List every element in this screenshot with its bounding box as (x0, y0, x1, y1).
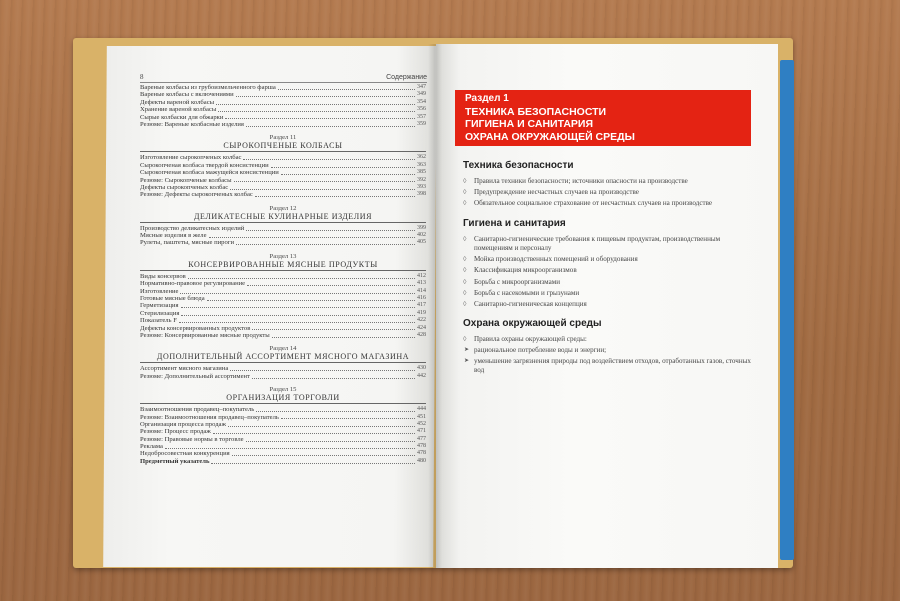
toc-entry (140, 232, 426, 239)
toc-dot-leader (278, 89, 415, 90)
toc-entry-title: Резюме: Дефекты сырокопченых колбас (140, 191, 253, 199)
toc-dot-leader (181, 315, 415, 316)
toc-entry-title: Резюме: Сырокопченые колбасы (140, 176, 232, 184)
topic-block-hygiene (463, 218, 753, 311)
toc-dot-leader (252, 329, 415, 330)
topic-item: ◊ Обязательное социальное страхование от несчастных случаев на производстве (463, 199, 753, 208)
toc-entry-page: 402 (417, 232, 426, 239)
topic-item: ◊ Борьба с микроорганизмами (463, 278, 753, 287)
running-header (140, 72, 427, 83)
toc-entry-title: Дефекты сырокопченых колбас (140, 183, 229, 191)
toc-entry-title: Виды консервов (140, 272, 186, 280)
toc-entry-page: 444 (417, 406, 426, 413)
topic-item: ◊ Санитарно-гигиеническая концепция (463, 300, 753, 309)
toc-entry-page: 480 (417, 457, 426, 464)
toc-entry-title: Организация процесса продаж (140, 420, 227, 428)
toc-section-heading (140, 134, 426, 152)
toc-entry (140, 114, 426, 121)
toc-dot-leader (165, 448, 415, 449)
toc-entry (140, 191, 426, 198)
toc-entry-title: Сырокопченая колбаса мажущейся консистенции (140, 169, 279, 177)
toc-entry-page: 359 (417, 120, 426, 127)
toc-entry (140, 451, 426, 458)
toc-section-number: Раздел 14 (269, 345, 297, 353)
toc-entry (140, 288, 426, 295)
toc-entry-page: 412 (417, 272, 426, 279)
toc-dot-leader (180, 293, 415, 294)
toc-entry (140, 373, 426, 380)
topic-subitem: ➤ рациональное потребление воды и энергии; (463, 346, 753, 355)
book-gutter (428, 44, 442, 568)
banner-title-line: ТЕХНИКА БЕЗОПАСНОСТИ (465, 105, 607, 118)
toc-dot-leader (209, 237, 415, 238)
toc-entry-title: Изготовление сырокопченых колбас (140, 154, 242, 162)
toc-entry-page: 424 (417, 324, 426, 331)
toc-entry (140, 436, 426, 443)
toc-entry (140, 317, 426, 324)
toc-entry (140, 91, 426, 98)
toc-dot-leader (246, 126, 415, 127)
toc-entry (140, 332, 426, 339)
toc-index-entry (140, 458, 426, 465)
toc-entry (140, 310, 426, 317)
toc-entry-page: 416 (417, 295, 426, 302)
toc-section-title: ДОПОЛНИТЕЛЬНЫЙ АССОРТИМЕНТ МЯСНОГО МАГАЗИНА (140, 353, 426, 363)
topic-item: ◊ Мойка производственных помещений и оборудования (463, 255, 753, 264)
topic-item: ◊ Правила охраны окружающей среды: (463, 335, 753, 344)
toc-entry-title: Рулеты, паштеты, мясные пироги (140, 239, 234, 247)
toc-section-number: Раздел 13 (269, 252, 297, 260)
toc-dot-leader (179, 322, 415, 323)
toc-dot-leader (246, 441, 415, 442)
toc-entry-page: 422 (417, 317, 426, 324)
toc-entry-page: 478 (417, 443, 426, 450)
toc-section-heading (140, 253, 426, 271)
toc-entry-title: Дефекты консервированных продуктов (140, 324, 251, 332)
toc-entry-title: Вареные колбасы с включениями (140, 91, 234, 99)
toc-section-title: СЫРОКОПЧЕНЫЕ КОЛБАСЫ (140, 142, 426, 152)
toc-entry-title: Готовые мясные блюда (140, 295, 205, 303)
toc-dot-leader (236, 96, 415, 97)
toc-entry-page: 363 (417, 161, 426, 168)
toc-entry (140, 99, 426, 106)
toc-dot-leader (230, 370, 415, 371)
toc-section-title: КОНСЕРВИРОВАННЫЕ МЯСНЫЕ ПРОДУКТЫ (140, 261, 426, 271)
toc-dot-leader (236, 244, 415, 245)
toc-entry-title: Показатель F (140, 317, 177, 325)
toc-entry (140, 325, 426, 332)
topic-heading: Гигиена и санитария (463, 218, 566, 229)
toc-entry (140, 365, 426, 372)
toc-dot-leader (247, 285, 415, 286)
toc-entry-title: Производство деликатесных изделий (140, 224, 245, 232)
toc-section-heading (140, 205, 426, 223)
toc-entry (140, 106, 426, 113)
toc-entry-title: Нормативно-правовое регулирование (140, 280, 246, 288)
toc-section-number: Раздел 15 (269, 386, 297, 394)
toc-section-title: ДЕЛИКАТЕСНЫЕ КУЛИНАРНЫЕ ИЗДЕЛИЯ (140, 213, 426, 223)
toc-entry-title: Резюме: Взаимоотношения продавец–покупатель (140, 413, 279, 421)
toc-entry-page: 362 (417, 154, 426, 161)
toc-entry-page: 356 (417, 106, 426, 113)
toc-entry-title: Взаимоотношения продавец–покупатель (140, 406, 255, 414)
toc-entry-title: Вареные колбасы из грубоизмельченного фарша (140, 83, 276, 91)
toc-entry-page: 405 (417, 239, 426, 246)
topic-item: ◊ Правила техники безопасности; источники опасности на производстве (463, 177, 753, 186)
toc-dot-leader (211, 463, 415, 464)
toc-entry-page: 357 (417, 113, 426, 120)
toc-entry-title: Резюме: Вареные колбасные изделия (140, 120, 244, 128)
toc-entry-page: 399 (417, 224, 426, 231)
toc-dot-leader (246, 230, 415, 231)
topic-item: ◊ Предупреждение несчастных случаев на производстве (463, 188, 753, 197)
toc-dot-leader (243, 159, 415, 160)
toc-entry-page: 354 (417, 98, 426, 105)
toc-entry-page: 347 (417, 83, 426, 90)
toc-section-number: Раздел 11 (269, 134, 297, 142)
topic-item: ◊ Санитарно-гигиенические требования к пищевым продуктам, производственным помещениям и персоналу (463, 235, 753, 253)
toc-entry-title: Мясные изделия в желе (140, 232, 207, 240)
section-banner (455, 90, 751, 146)
toc-entry (140, 84, 426, 91)
toc-dot-leader (272, 337, 415, 338)
page-number: 8 (140, 73, 144, 81)
toc-entry-title: Резюме: Правовые нормы в торговле (140, 435, 244, 443)
toc-entry (140, 121, 426, 128)
toc-entry-title: Дефекты вареной колбасы (140, 98, 215, 106)
toc-dot-leader (181, 307, 415, 308)
toc-entry-title: Резюме: Консервированные мясные продукты (140, 331, 270, 339)
toc-entry-page: 398 (417, 191, 426, 198)
toc-entry-page: 417 (417, 302, 426, 309)
toc-entry-page: 414 (417, 287, 426, 294)
toc-entry-page: 349 (417, 91, 426, 98)
toc-entry (140, 184, 426, 191)
toc-entry-title: Резюме: Процесс продаж (140, 428, 211, 436)
toc-section-heading (140, 386, 426, 404)
book-cover-edge (780, 60, 794, 560)
toc-dot-leader (225, 118, 415, 119)
toc-entry-page: 471 (417, 428, 426, 435)
banner-title-line: ГИГИЕНА И САНИТАРИЯ (465, 118, 594, 130)
toc-entry-page: 451 (417, 413, 426, 420)
toc-entry (140, 428, 426, 435)
toc-entry-title: Резюме: Дополнительный ассортимент (140, 372, 250, 380)
toc-dot-leader (228, 426, 415, 427)
toc-dot-leader (188, 278, 415, 279)
toc-entry (140, 421, 426, 428)
toc-entry-title: Предметный указатель (140, 457, 210, 465)
toc-entry-page: 452 (417, 420, 426, 427)
toc-entry-title: Изготовление (140, 287, 179, 295)
topic-block-environment (463, 318, 753, 376)
toc-entry-page: 428 (417, 331, 426, 338)
toc-entry (140, 177, 426, 184)
table-of-contents (140, 84, 426, 465)
toc-entry (140, 406, 426, 413)
toc-entry (140, 162, 426, 169)
toc-entry-page: 385 (417, 169, 426, 176)
toc-section-heading (140, 345, 426, 363)
toc-dot-leader (213, 433, 415, 434)
toc-entry (140, 302, 426, 309)
topic-heading: Техника безопасности (463, 160, 574, 171)
toc-entry (140, 169, 426, 176)
topic-item: ◊ Классификация микроорганизмов (463, 266, 753, 275)
toc-dot-leader (281, 174, 415, 175)
toc-entry (140, 280, 426, 287)
toc-dot-leader (234, 181, 415, 182)
toc-entry (140, 239, 426, 246)
toc-entry (140, 414, 426, 421)
toc-dot-leader (281, 418, 415, 419)
toc-entry-title: Сырые колбаски для обжарки (140, 113, 224, 121)
toc-entry-title: Ассортимент мясного магазина (140, 365, 229, 373)
toc-entry-title: Герметизация (140, 302, 179, 310)
toc-dot-leader (216, 104, 415, 105)
toc-entry (140, 225, 426, 232)
toc-dot-leader (230, 189, 415, 190)
toc-dot-leader (252, 378, 415, 379)
banner-section-number: Раздел 1 (465, 93, 509, 104)
toc-entry (140, 154, 426, 161)
toc-dot-leader (218, 111, 415, 112)
toc-entry-page: 477 (417, 435, 426, 442)
topic-heading: Охрана окружающей среды (463, 318, 602, 329)
toc-section-title: ОРГАНИЗАЦИЯ ТОРГОВЛИ (140, 394, 426, 404)
toc-dot-leader (271, 167, 415, 168)
topic-item: ◊ Борьба с насекомыми и грызунами (463, 289, 753, 298)
toc-entry-title: Недобросовестная конкуренция (140, 450, 230, 458)
toc-entry (140, 273, 426, 280)
running-header-title: Содержание (386, 74, 427, 81)
toc-entry-title: Реклама (140, 443, 163, 451)
toc-entry-page: 478 (417, 450, 426, 457)
toc-entry-page: 430 (417, 365, 426, 372)
toc-entry (140, 443, 426, 450)
toc-entry-page: 393 (417, 183, 426, 190)
toc-dot-leader (232, 455, 415, 456)
toc-dot-leader (256, 411, 415, 412)
topic-subitem: ➤ уменьшение загрязнения природы под воздействием отходов, отработанных газов, сточных вод (463, 357, 753, 375)
toc-entry-page: 413 (417, 280, 426, 287)
toc-section-number: Раздел 12 (269, 204, 297, 212)
toc-entry-title: Хранение вареной колбасы (140, 106, 217, 114)
toc-dot-leader (255, 196, 415, 197)
toc-entry-page: 392 (417, 176, 426, 183)
toc-entry-title: Сырокопченая колбаса твердой консистенции (140, 161, 269, 169)
toc-entry (140, 295, 426, 302)
toc-entry-title: Стерилизация (140, 309, 180, 317)
toc-dot-leader (207, 300, 415, 301)
topic-block-safety (463, 160, 753, 211)
banner-title-line: ОХРАНА ОКРУЖАЮЩЕЙ СРЕДЫ (465, 130, 635, 143)
toc-entry-page: 419 (417, 309, 426, 316)
toc-entry-page: 442 (417, 372, 426, 379)
